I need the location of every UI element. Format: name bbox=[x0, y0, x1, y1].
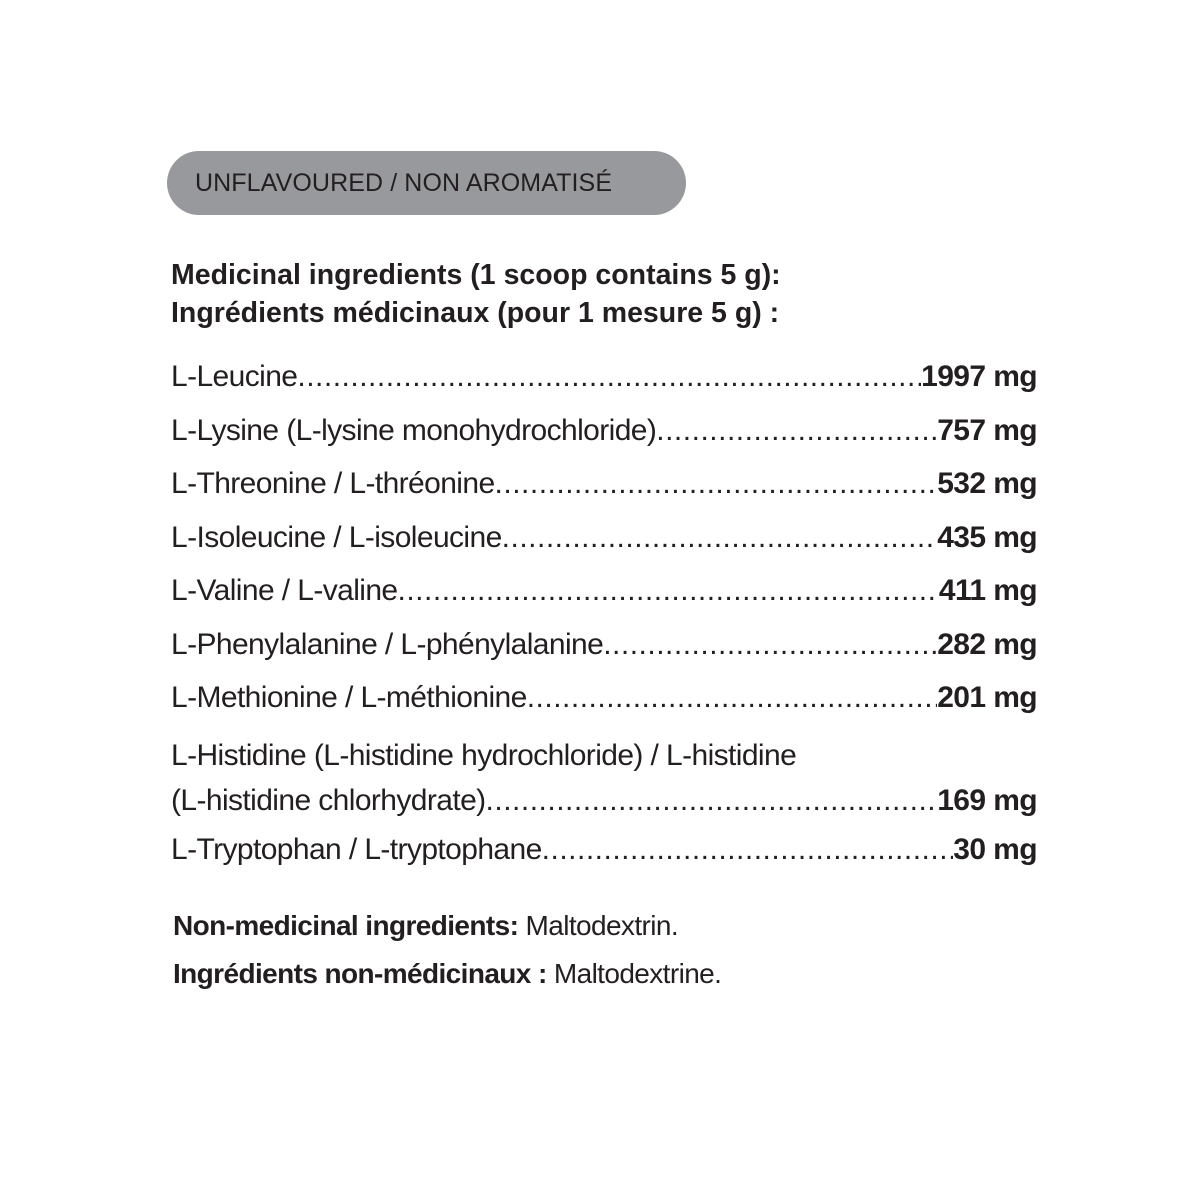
ingredient-row bbox=[171, 725, 1037, 823]
ingredient-row bbox=[171, 404, 1037, 458]
ingredient-amount: 169 mg bbox=[937, 783, 1037, 817]
ingredient-row bbox=[171, 511, 1037, 565]
ingredient-row bbox=[171, 564, 1037, 618]
ingredient-name: L-Methionine / L-méthionine bbox=[171, 681, 527, 714]
ingredient-amount: 201 mg bbox=[937, 681, 1037, 714]
ingredient-name: L-Leucine bbox=[171, 360, 298, 393]
ingredient-row bbox=[171, 671, 1037, 725]
ingredient-name: L-Valine / L-valine bbox=[171, 574, 398, 607]
non-medicinal-label-fr: Ingrédients non-médicinaux : bbox=[173, 958, 547, 989]
ingredient-amount: 411 mg bbox=[938, 574, 1037, 607]
dot-leader bbox=[542, 823, 954, 877]
dot-leader bbox=[502, 511, 938, 565]
ingredient-amount: 532 mg bbox=[937, 467, 1037, 500]
ingredient-amount: 435 mg bbox=[937, 520, 1037, 554]
dot-leader bbox=[603, 618, 937, 672]
ingredient-amount: 757 mg bbox=[937, 413, 1037, 447]
non-medicinal-english bbox=[173, 902, 1073, 950]
heading-french: Ingrédients médicinaux (pour 1 mesure 5 g) : bbox=[171, 297, 780, 329]
dot-leader bbox=[297, 350, 921, 404]
non-medicinal-value-en: Maltodextrin. bbox=[518, 910, 678, 941]
ingredient-name: L-Threonine / L-thréonine bbox=[171, 467, 495, 500]
dot-leader bbox=[398, 564, 939, 618]
dot-leader bbox=[495, 457, 938, 511]
flavour-badge bbox=[167, 151, 686, 215]
ingredient-name-line2: (L-histidine chlorhydrate) bbox=[171, 783, 486, 817]
medicinal-heading bbox=[171, 256, 1071, 332]
ingredient-name: L-Isoleucine / L-isoleucine bbox=[171, 520, 502, 554]
ingredient-amount: 30 mg bbox=[953, 832, 1037, 866]
dot-leader bbox=[656, 404, 937, 458]
ingredient-name: L-Phenylalanine / L-phénylalanine bbox=[171, 627, 604, 661]
ingredient-name: L-Lysine (L-lysine monohydrochloride) bbox=[171, 413, 657, 447]
ingredient-name-line1: L-Histidine (L-histidine hydrochloride) / L-histidine bbox=[171, 738, 797, 772]
ingredient-row bbox=[171, 457, 1037, 511]
ingredient-amount: 1997 mg bbox=[921, 360, 1037, 393]
dot-leader bbox=[486, 778, 938, 823]
ingredient-name: L-Tryptophan / L-tryptophane bbox=[171, 832, 542, 866]
heading-english: Medicinal ingredients (1 scoop contains 5 g): bbox=[171, 259, 781, 291]
ingredient-row bbox=[171, 618, 1037, 672]
ingredient-amount: 282 mg bbox=[937, 627, 1037, 661]
ingredient-row bbox=[171, 823, 1037, 877]
non-medicinal-label-en: Non-medicinal ingredients: bbox=[173, 910, 519, 941]
ingredient-row bbox=[171, 350, 1037, 404]
non-medicinal-section bbox=[173, 902, 1073, 998]
ingredient-line2 bbox=[171, 778, 1037, 823]
flavour-label: UNFLAVOURED / NON AROMATISÉ bbox=[195, 168, 613, 197]
ingredient-list bbox=[171, 350, 1037, 876]
non-medicinal-french bbox=[173, 950, 1073, 998]
dot-leader bbox=[527, 671, 938, 725]
non-medicinal-value-fr: Maltodextrine. bbox=[546, 958, 722, 989]
